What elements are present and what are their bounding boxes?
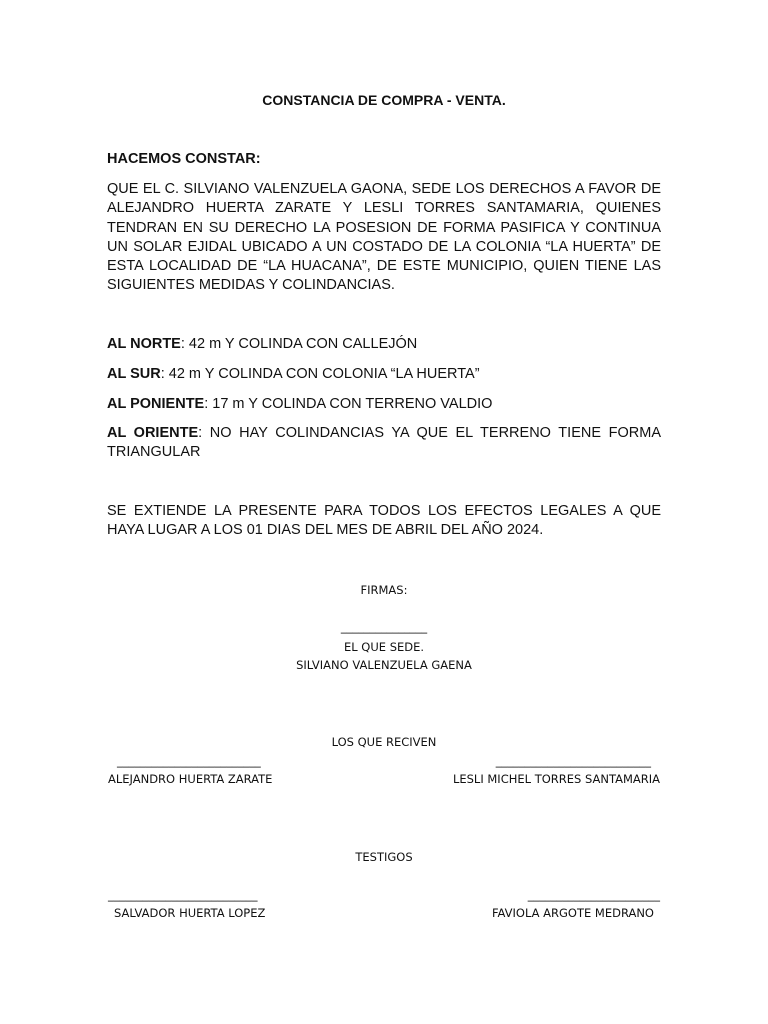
boundary-south-label: AL SUR — [107, 366, 161, 382]
boundary-east-text: : NO HAY COLINDANCIAS YA QUE EL TERRENO TIENE FORMA TRIANGULAR — [107, 425, 661, 461]
witness1-name: SALVADOR HUERTA LOPEZ — [114, 906, 266, 920]
witness2-name: FAVIOLA ARGOTE MEDRANO — [491, 906, 654, 920]
boundary-north-label: AL NORTE — [107, 336, 181, 352]
receiver2-name: LESLI MICHEL TORRES SANTAMARIA — [452, 772, 660, 786]
boundary-south-text: : 42 m Y COLINDA CON COLONIA “LA HUERTA” — [160, 366, 480, 382]
seller-signature-line: _______________ — [340, 620, 428, 634]
boundary-south — [107, 365, 661, 384]
boundary-west — [107, 395, 661, 414]
boundary-north — [107, 335, 661, 354]
section-heading: HACEMOS CONSTAR: — [107, 151, 261, 167]
witness2-signature-line: _______________________ — [527, 888, 660, 902]
boundary-west-text: : 17 m Y COLINDA CON TERRENO VALDIO — [204, 396, 493, 412]
receivers-label: LOS QUE RECIVEN — [331, 735, 437, 749]
boundary-east-label: AL ORIENTE — [107, 425, 199, 441]
receiver1-signature-line: _________________________ — [117, 754, 261, 768]
boundary-west-label: AL PONIENTE — [107, 396, 205, 412]
closing-paragraph: SE EXTIENDE LA PRESENTE PARA TODOS LOS EFECTOS LEGALES A QUE HAYA LUGAR A LOS 01 DIAS DEL MES DE ABRIL DEL AÑO 2024. — [107, 503, 661, 539]
intro-paragraph: QUE EL C. SILVIANO VALENZUELA GAONA, SEDE LOS DERECHOS A FAVOR DE ALEJANDRO HUERTA ZARATE Y LESLI TORRES SANTAMARIA, QUIENES TENDRAN EN SU DERECHO LA POSESION DE FORMA PASIFICA Y CONTINUA UN SOLAR EJIDAL UBICADO A UN COSTADO DE LA COLONIA “LA HUERTA” DE ESTA LOCALIDAD DE “LA HUACANA”, DE ESTE MUNICIPIO, QUIEN TIENE LAS SIGUIENTES MEDIDAS Y COLINDANCIAS. — [107, 181, 661, 294]
receiver1-name: ALEJANDRO HUERTA ZARATE — [108, 772, 273, 786]
seller-role: EL QUE SEDE. — [343, 640, 425, 654]
witness1-signature-line: __________________________ — [108, 888, 258, 902]
witnesses-label: TESTIGOS — [355, 850, 413, 864]
boundary-north-text: : 42 m Y COLINDA CON CALLEJÓN — [180, 336, 418, 352]
receiver2-signature-line: ___________________________ — [495, 754, 651, 768]
boundary-east — [107, 424, 661, 463]
signatures-label: FIRMAS: — [360, 583, 408, 597]
seller-name: SILVIANO VALENZUELA GAENA — [296, 658, 472, 672]
document-title: CONSTANCIA DE COMPRA - VENTA. — [262, 92, 506, 108]
